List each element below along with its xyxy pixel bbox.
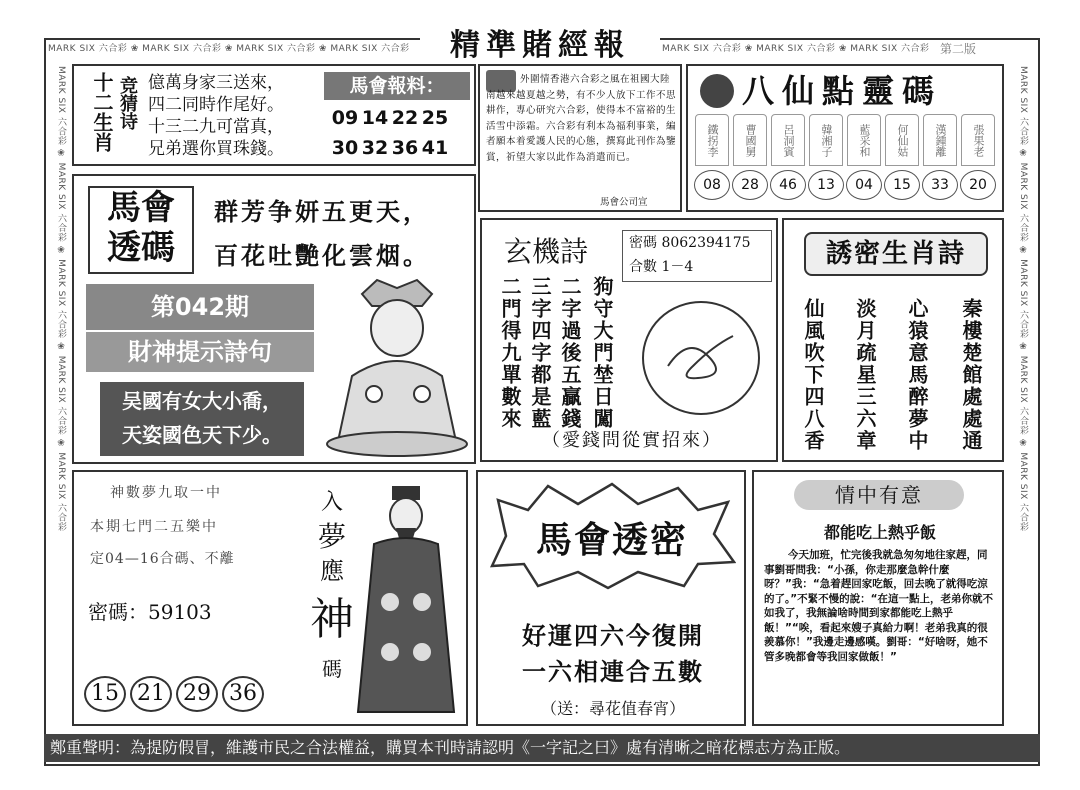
immortal-item: 何仙姑 15 xyxy=(884,114,920,204)
horse-report-row2 xyxy=(330,136,470,160)
dream-code: 密碼：59103 xyxy=(88,600,212,624)
immortal-item: 曹國舅 28 xyxy=(732,114,768,204)
eight-immortals-box xyxy=(686,64,1004,212)
buddha-illustration-icon xyxy=(322,276,472,458)
report-number: 32 xyxy=(361,137,389,159)
edition-label: 第二版 xyxy=(940,42,977,56)
fortune-poem: 吴國有女大小喬， 天姿國色天下少。 xyxy=(100,382,304,456)
watermark-strip-left: MARK SIX 六合彩 ❀ MARK SIX 六合彩 ❀ MARK SIX 六合彩 ❀ MARK SIX 六合彩 ❀ MARK SIX 六合彩 xyxy=(56,66,66,532)
mystic-poem-title: 玄機詩 xyxy=(504,235,589,268)
god-illustration-icon xyxy=(350,482,462,718)
watermark-strip-top-right: MARK SIX 六合彩 ❀ MARK SIX 六合彩 ❀ MARK SIX 六合彩 xyxy=(662,44,930,54)
mystic-count-value: 1－4 xyxy=(661,259,694,275)
foreword-box xyxy=(478,64,682,212)
zodiac-label: 十二生肖 xyxy=(90,72,114,152)
immortal-item: 漢鍾離 33 xyxy=(922,114,958,204)
dream-code-value: 59103 xyxy=(148,600,212,624)
immortal-badge-icon xyxy=(700,74,734,108)
dream-line1: 神數夢九取一中 xyxy=(110,485,222,501)
horse-code-box xyxy=(72,174,476,464)
fortune-god-banner: 財神提示詩句 xyxy=(86,332,314,372)
immortal-item: 韓湘子 13 xyxy=(808,114,844,204)
report-number: 22 xyxy=(391,107,419,129)
secret-zodiac-title: 誘密生肖詩 xyxy=(804,232,988,276)
zodiac-line: 億萬身家三送來， xyxy=(148,73,284,93)
report-number: 30 xyxy=(331,137,359,159)
mystic-poem-footer: （愛錢問從實招來） xyxy=(542,430,722,451)
dream-number: 15 xyxy=(84,676,126,712)
dream-numbers xyxy=(84,676,284,712)
foreword-signature: 馬會公司宣 xyxy=(600,197,648,208)
horse-secret-footer: （送：尋花值春宵） xyxy=(540,699,685,718)
zodiac-line: 十三二九可當真， xyxy=(148,117,284,137)
foreword-text: 外圍情香港六合彩之風在祖國大陸南越來越夏越之勢，有不少人放下工作不思耕作，專心研究六合彩，使得本不富裕的生活雪中添霜。六合彩有利本為福利事業，編者願本着愛護人民的心態，撰寫此刊作為鑒賞，祈望大家以此作為消遣而已。 xyxy=(486,74,677,163)
story-headline: 都能吃上熱乎飯 xyxy=(823,523,936,542)
secret-zodiac-column: 秦樓楚館處處通 xyxy=(959,298,983,452)
zodiac-poem-box xyxy=(72,64,476,166)
mystic-code-panel: 密碼 8062394175 合數 1－4 xyxy=(622,230,772,282)
dream-number: 29 xyxy=(176,676,218,712)
horse-code-line1: 群芳争妍五更天， xyxy=(214,197,430,226)
mystic-poem-column: 狗守大門埜日闖 xyxy=(590,276,614,430)
horse-secret-box xyxy=(476,470,746,726)
horse-report-title: 馬會報料： xyxy=(324,72,470,100)
report-number: 41 xyxy=(421,137,449,159)
dream-line3: 定04—16合碼、不離 xyxy=(90,551,235,567)
immortal-item: 呂洞賓 46 xyxy=(770,114,806,204)
story-box xyxy=(752,470,1004,726)
report-number: 25 xyxy=(421,107,449,129)
secret-zodiac-column: 淡月疏星三六章 xyxy=(853,298,877,452)
dream-number: 21 xyxy=(130,676,172,712)
immortal-item: 藍采和 04 xyxy=(846,114,882,204)
immortal-item: 張果老 20 xyxy=(960,114,996,204)
footer-statement: 鄭重聲明：為提防假冒，維護市民之合法權益，購買本刊時請認明《一字記之曰》處有清晰之暗花標志方為正版。 xyxy=(44,734,1040,762)
dream-number: 36 xyxy=(222,676,264,712)
horse-secret-line1: 好運四六今復開 xyxy=(522,622,704,650)
mystic-signature-icon xyxy=(638,296,764,420)
zodiac-sublabel: 竞猜诗 xyxy=(117,76,138,130)
secret-zodiac-column: 仙風吹下四八香 xyxy=(801,298,825,452)
watermark-strip-top-left: MARK SIX 六合彩 ❀ MARK SIX 六合彩 ❀ MARK SIX 六合彩 ❀ MARK SIX 六合彩 xyxy=(48,44,410,54)
horse-report-row1 xyxy=(330,106,470,130)
issue-number: 第042期 xyxy=(86,284,314,330)
newspaper-title: 精準賭經報 xyxy=(420,26,660,66)
horse-code-title: 馬會 透碼 xyxy=(88,186,194,274)
story-title: 情中有意 xyxy=(794,480,964,510)
mystic-poem-column: 三字四字都是藍 xyxy=(528,276,552,430)
secret-zodiac-box xyxy=(782,218,1004,462)
secret-zodiac-column: 心猿意馬醉夢中 xyxy=(905,298,929,452)
immortal-item: 鐵拐李 08 xyxy=(694,114,730,204)
mystic-poem-box xyxy=(480,218,778,462)
dream-god-box xyxy=(72,470,468,726)
report-number: 36 xyxy=(391,137,419,159)
mystic-poem-column: 二門得九單數來 xyxy=(498,276,522,430)
zodiac-line: 四二同時作尾好。 xyxy=(148,95,284,115)
eight-immortals-title: 八仙點靈碼 xyxy=(742,72,943,110)
mystic-code-value: 8062394175 xyxy=(661,235,751,251)
report-number: 14 xyxy=(361,107,389,129)
report-number: 09 xyxy=(331,107,359,129)
horse-secret-title: 馬會透密 xyxy=(535,519,688,561)
zodiac-poem-lines xyxy=(148,72,316,160)
zodiac-line: 兄弟選你買珠錢。 xyxy=(148,139,284,159)
dream-line2: 本期七門二五樂中 xyxy=(90,519,218,535)
horse-secret-line2: 一六相連合五數 xyxy=(522,658,704,686)
mystic-poem-column: 二字過後五贏錢 xyxy=(558,276,582,430)
horse-code-line2: 百花吐艷化雲烟。 xyxy=(214,241,430,270)
dream-side-title: 入 夢 應 神 碼 xyxy=(310,490,354,681)
watermark-strip-right: MARK SIX 六合彩 ❀ MARK SIX 六合彩 ❀ MARK SIX 六合彩 ❀ MARK SIX 六合彩 ❀ MARK SIX 六合彩 xyxy=(1018,66,1028,532)
story-body: 今天加班，忙完後我就急匆匆地往家趕，同事劉哥問我：“小孫，你走那麼急幹什麼呀？”我：“急着趕回家吃飯，回去晚了就得吃涼的了。”不緊不慢的說：“在這一點上，老弟你就不如我了，我無論啥時間到家都能吃上熱乎飯！”“唉，看起來嫂子真給力啊！老弟我真的很羨慕你！”我邊走邊感嘆。劉哥：“好啥呀，她不管多晚都會等我回家做飯！” xyxy=(764,549,994,663)
